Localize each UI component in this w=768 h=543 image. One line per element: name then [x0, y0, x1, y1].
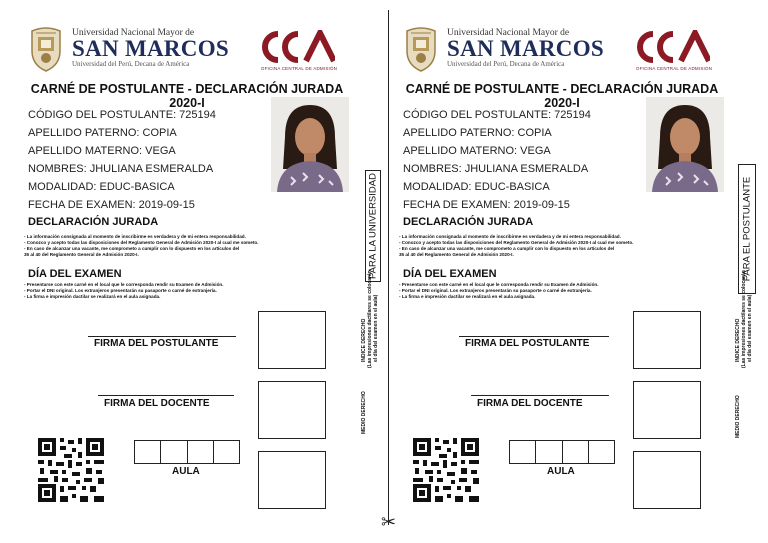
university-tagline: Universidad del Perú, Decana de América — [447, 60, 565, 68]
applicant-card-applicant — [395, 0, 768, 530]
declaration-heading: DECLARACIÓN JURADA — [403, 216, 534, 228]
middle-finger-label: MEDIO DERECHO — [361, 391, 367, 434]
index-finger-label: INDICE DERECHO — [735, 318, 741, 362]
applicant-code: CÓDIGO DEL POSTULANTE: 725194 — [403, 109, 591, 121]
declaration-line: - Conozco y acepto todas las disposiciones del Reglamento General de Admisión 2020-I al cual me someto. — [24, 240, 259, 245]
exam-date: FECHA DE EXAMEN: 2019-09-15 — [403, 199, 570, 211]
oca-subtitle: OFICINA CENTRAL DE ADMISIÓN — [260, 66, 338, 71]
classroom-digit-box — [214, 441, 239, 463]
exam-rule: - Portar el DNI original. Los extranjeros presentarán su pasaporte o carné de extranjería. — [399, 288, 592, 293]
declaration-line: - En caso de alcanzar una vacante, me comprometo a cumplir con lo dispuesto en los artículos del — [24, 246, 240, 251]
oca-subtitle: OFICINA CENTRAL DE ADMISIÓN — [635, 66, 713, 71]
fingerprint-note: (Las impresiones dactilares se colocarán — [367, 270, 373, 368]
applicant-card-university — [20, 0, 397, 533]
qr-code-icon — [38, 438, 104, 502]
maternal-surname: APELLIDO MATERNO: VEGA — [28, 145, 176, 157]
oca-logo-icon — [260, 30, 335, 64]
signature-line-postulante — [459, 336, 609, 337]
classroom-boxes — [134, 440, 240, 464]
signature-label-docente: FIRMA DEL DOCENTE — [104, 398, 210, 409]
classroom-label: AULA — [547, 466, 575, 477]
middle-finger-label: MEDIO DERECHO — [735, 395, 741, 438]
applicant-photo — [646, 97, 724, 192]
exam-date: FECHA DE EXAMEN: 2019-09-15 — [28, 199, 195, 211]
scissors-icon: ✂ — [381, 512, 397, 533]
university-name-small: Universidad Nacional Mayor de — [447, 28, 570, 38]
fingerprint-box-middle — [258, 381, 326, 439]
card-title: CARNÉ DE POSTULANTE - DECLARACIÓN JURADA 2020-I — [30, 82, 344, 110]
signature-label-postulante: FIRMA DEL POSTULANTE — [94, 338, 219, 349]
applicant-photo — [271, 97, 349, 192]
exam-rule: - Presentarse con este carné en el local que le corresponda rendir su Examen de Admisión. — [399, 282, 599, 287]
declaration-line: - Conozco y acepto todas las disposiciones del Reglamento General de Admisión 2020-I al cual me someto. — [399, 240, 634, 245]
signature-line-docente — [98, 395, 234, 396]
classroom-label: AULA — [172, 466, 200, 477]
fingerprint-box-middle — [633, 381, 701, 439]
declaration-line: - En caso de alcanzar una vacante, me comprometo a cumplir con lo dispuesto en los artículos del — [399, 246, 615, 251]
declaration-line: - La información consignada al momento de inscribirme es verdadera y de mi entera responsabilidad. — [399, 234, 621, 239]
exam-rule: - La firma e impresión dactilar se realizará en el aula asignada. — [24, 294, 161, 299]
exam-rule: - La firma e impresión dactilar se realizará en el aula asignada. — [399, 294, 536, 299]
declaration-line: 35 al 40 del Reglamento General de Admisión 2020-I. — [24, 252, 139, 257]
maternal-surname: APELLIDO MATERNO: VEGA — [403, 145, 551, 157]
declaration-line: - La información consignada al momento de inscribirme es verdadera y de mi entera responsabilidad. — [24, 234, 246, 239]
exam-rule: - Portar el DNI original. Los extranjeros presentarán su pasaporte o carné de extranjería. — [24, 288, 217, 293]
university-name: SAN MARCOS — [72, 36, 229, 61]
university-crest-icon — [28, 25, 64, 73]
exam-rule: - Presentarse con este carné en el local que le corresponda rendir su Examen de Admisión. — [24, 282, 224, 287]
classroom-digit-box — [536, 441, 562, 463]
signature-line-docente — [471, 395, 609, 396]
university-tagline: Universidad del Perú, Decana de América — [72, 60, 190, 68]
modality: MODALIDAD: EDUC-BASICA — [28, 181, 175, 193]
card-title: CARNÉ DE POSTULANTE - DECLARACIÓN JURADA 2020-I — [405, 82, 719, 110]
fingerprint-note: el día del examen en el aula) — [373, 294, 379, 362]
signature-label-postulante: FIRMA DEL POSTULANTE — [465, 338, 590, 349]
university-crest-icon — [403, 25, 439, 73]
declaration-heading: DECLARACIÓN JURADA — [28, 216, 159, 228]
given-names: NOMBRES: JHULIANA ESMERALDA — [28, 163, 214, 175]
classroom-digit-box — [589, 441, 614, 463]
paternal-surname: APELLIDO PATERNO: COPIA — [403, 127, 552, 139]
classroom-digit-box — [563, 441, 589, 463]
exam-day-heading: DÍA DEL EXAMEN — [403, 268, 497, 280]
classroom-digit-box — [510, 441, 536, 463]
declaration-line: 35 al 40 del Reglamento General de Admisión 2020-I. — [399, 252, 514, 257]
given-names: NOMBRES: JHULIANA ESMERALDA — [403, 163, 589, 175]
applicant-code: CÓDIGO DEL POSTULANTE: 725194 — [28, 109, 216, 121]
fingerprint-note: el día del examen en el aula) — [747, 294, 753, 362]
university-name: SAN MARCOS — [447, 36, 604, 61]
signature-line-postulante — [88, 336, 236, 337]
classroom-digit-box — [161, 441, 187, 463]
copy-label: PARA LA UNIVERSIDAD — [367, 173, 379, 279]
classroom-digit-box — [135, 441, 161, 463]
exam-day-heading: DÍA DEL EXAMEN — [28, 268, 122, 280]
signature-label-docente: FIRMA DEL DOCENTE — [477, 398, 583, 409]
university-name-small: Universidad Nacional Mayor de — [72, 28, 195, 38]
copy-label: PARA EL POSTULANTE — [741, 176, 753, 282]
oca-logo-icon — [635, 30, 710, 64]
index-finger-label: INDICE DERECHO — [361, 318, 367, 362]
classroom-digit-box — [188, 441, 214, 463]
modality: MODALIDAD: EDUC-BASICA — [403, 181, 550, 193]
fingerprint-note: (Las impresiones dactilares se colocarán — [741, 270, 747, 368]
fingerprint-box-index — [633, 311, 701, 369]
classroom-boxes — [509, 440, 615, 464]
fingerprint-box-index — [258, 311, 326, 369]
qr-code-icon — [413, 438, 479, 502]
paternal-surname: APELLIDO PATERNO: COPIA — [28, 127, 177, 139]
signature-photo-box — [258, 451, 326, 509]
signature-photo-box — [633, 451, 701, 509]
university-copy-box — [365, 170, 381, 282]
